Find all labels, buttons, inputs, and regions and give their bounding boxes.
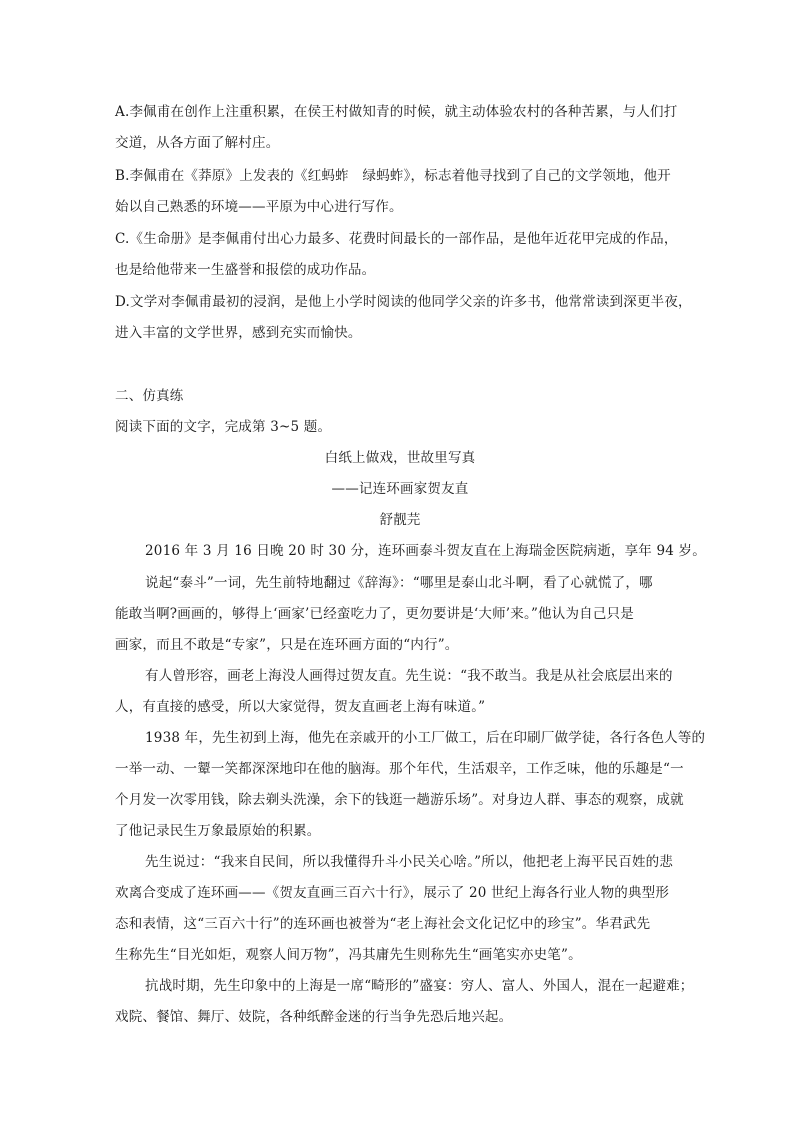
paragraph-5-line-3: 态和表情，这“三百六十行”的连环画也被誉为“老上海社会文化记忆中的珍宝”。华君武先 [115,916,651,932]
article-title: 白纸上做戏，世故里写真 [324,450,476,466]
paragraph-5-line-2: 欢离合变成了连环画——《贺友直画三百六十行》，展示了 20 世纪上海各行业人物的典型形 [115,885,670,901]
paragraph-5-line-1: 先生说过：“我来自民间，所以我懂得升斗小民关心啥。”所以，他把老上海平民百姓的悲 [145,854,674,870]
section-heading: 二、仿真练 [115,388,184,404]
paragraph-4-line-3: 个月发一次零用钱，除去剃头洗澡，余下的钱逛一趟游乐场”。对身边人群、事态的观察，成就 [115,792,684,808]
option-c-line-1: C.《生命册》是李佩甫付出心力最多、花费时间最长的一部作品，是他年近花甲完成的作品， [115,231,678,247]
option-b-line-2: 始以自己熟悉的环境——平原为中心进行写作。 [115,199,403,215]
paragraph-2-line-3: 画家，而且不敢是“专家”，只是在连环画方面的“内行”。 [115,637,459,653]
option-c-line-2: 也是给他带来一生盛誉和报偿的成功作品。 [115,262,376,278]
paragraph-6-line-2: 戏院、餐馆、舞厅、妓院，各种纸醉金迷的行当争先恐后地兴起。 [115,1009,513,1025]
paragraph-5-line-4: 生称先生“目光如炬，观察人间万物”，冯其庸先生则称先生“画笔实亦史笔”。 [115,947,582,963]
paragraph-2-line-2: 能敢当啊?画画的，够得上‘画家’已经蛮吃力了，更勿要讲是‘大师’来。”他认为自己只是 [115,606,634,622]
article-author: 舒靓芫 [379,512,421,528]
option-a-line-1: A.李佩甫在创作上注重积累，在侯王村做知青的时候，就主动体验农村的各种苦累，与人们打 [115,104,678,120]
option-d-line-1: D.文学对李佩甫最初的浸润，是他上小学时阅读的他同学父亲的许多书，他常常读到深更半夜， [115,294,692,310]
paragraph-3-line-2: 人，有直接的感受，所以大家觉得，贺友直画老上海有味道。” [115,699,486,715]
paragraph-4-line-2: 一举一动、一颦一笑都深深地印在他的脑海。那个年代，生活艰辛，工作乏味，他的乐趣是“一 [115,761,684,777]
paragraph-4-line-1: 1938 年，先生初到上海，他先在亲戚开的小工厂做工，后在印刷厂做学徒，各行各色人等的 [145,730,706,746]
section-instruction: 阅读下面的文字，完成第 3~5 题。 [115,419,332,435]
paragraph-6-line-1: 抗战时期，先生印象中的上海是一席“畸形的”盛宴：穷人、富人、外国人，混在一起避难； [145,978,694,994]
paragraph-2-line-1: 说起“泰斗”一词，先生前特地翻过《辞海》：“哪里是泰山北斗啊，看了心就慌了，哪 [145,575,653,591]
paragraph-1-line-1: 2016 年 3 月 16 日晚 20 时 30 分，连环画泰斗贺友直在上海瑞金医院病逝，享年 94 岁。 [145,543,706,559]
option-a-line-2: 交道，从各方面了解村庄。 [115,135,280,151]
article-subtitle: ——记连环画家贺友直 [331,481,469,497]
option-b-line-1: B.李佩甫在《莽原》上发表的《红蚂蚱 绿蚂蚱》，标志着他寻找到了自己的文学领地，他开 [115,168,671,184]
paragraph-4-line-4: 了他记录民生万象最原始的积累。 [115,823,321,839]
paragraph-3-line-1: 有人曾形容，画老上海没人画得过贺友直。先生说：“我不敢当。我是从社会底层出来的 [145,668,673,684]
option-d-line-2: 进入丰富的文学世界，感到充实而愉快。 [115,325,362,341]
